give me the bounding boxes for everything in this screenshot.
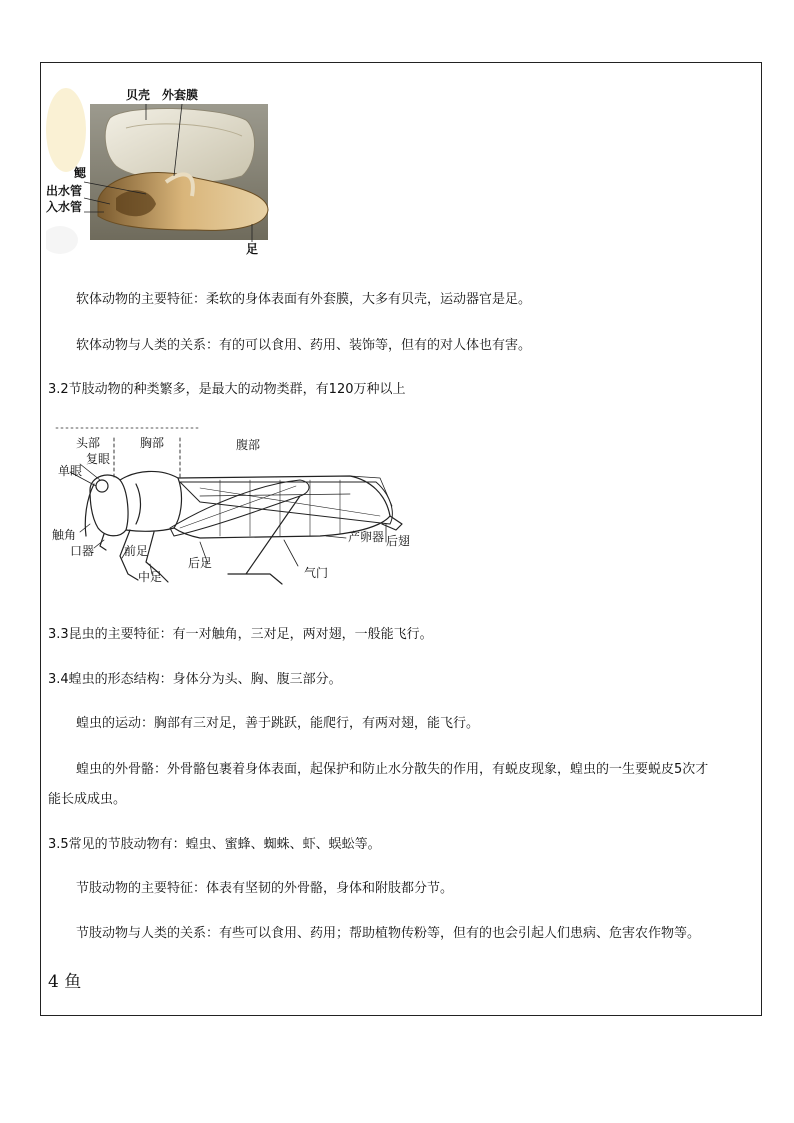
label-spiracle: 气门 [304, 566, 329, 580]
label-thorax: 胸部 [140, 436, 165, 450]
paragraph-locust-structure: 3.4蝗虫的形态结构：身体分为头、胸、腹三部分。 [48, 672, 342, 687]
paragraph-locust-exoskeleton-line1: 蝗虫的外骨骼：外骨骼包裹着身体表面，起保护和防止水分散失的作用，有蜕皮现象，蝗虫的一生要蜕皮5次才 [76, 762, 709, 777]
label-head: 头部 [76, 436, 101, 450]
label-foreleg: 前足 [124, 544, 149, 558]
paragraph-arthropod-humans: 节肢动物与人类的关系：有些可以食用、药用；帮助植物传粉等，但有的也会引起人们患病、危害农作物等。 [76, 926, 701, 941]
paragraph-locust-exoskeleton-line2: 能长成成虫。 [48, 792, 127, 807]
label-outlet-siphon: 出水管 [46, 184, 83, 198]
section-heading-fish: 4 鱼 [48, 972, 82, 992]
label-mouthparts: 口器 [70, 544, 95, 558]
paragraph-arthropod-features: 节肢动物的主要特征：体表有坚韧的外骨骼，身体和附肢都分节。 [76, 881, 454, 896]
label-midleg: 中足 [138, 570, 163, 584]
label-gill: 鳃 [74, 166, 87, 180]
paragraph-mollusc-features: 软体动物的主要特征：柔软的身体表面有外套膜，大多有贝壳，运动器官是足。 [76, 292, 532, 307]
label-foot: 足 [246, 242, 259, 256]
paragraph-locust-motion: 蝗虫的运动：胸部有三对足，善于跳跃，能爬行，有两对翅，能飞行。 [76, 716, 480, 731]
label-simple-eye: 单眼 [58, 464, 83, 478]
label-antenna: 触角 [52, 528, 77, 542]
paragraph-common-arthropods: 3.5常见的节肢动物有：蝗虫、蜜蜂、蜘蛛、虾、蜈蚣等。 [48, 837, 381, 852]
label-shell: 贝壳 [126, 88, 151, 102]
label-abdomen: 腹部 [236, 438, 261, 452]
locust-figure [50, 424, 420, 594]
label-ovipositor: 产卵器 [348, 530, 385, 544]
paragraph-mollusc-humans: 软体动物与人类的关系：有的可以食用、药用、装饰等，但有的对人体也有害。 [76, 338, 532, 353]
label-compound-eye: 复眼 [86, 452, 111, 466]
label-inlet-siphon: 入水管 [46, 200, 83, 214]
label-mantle: 外套膜 [162, 88, 199, 102]
paragraph-insect-features: 3.3昆虫的主要特征：有一对触角，三对足，两对翅，一般能飞行。 [48, 627, 433, 642]
mollusc-figure [46, 70, 286, 260]
label-hindwing: 后翅 [386, 534, 411, 548]
label-hindleg: 后足 [188, 556, 213, 570]
paragraph-arthropod-intro: 3.2节肢动物的种类繁多，是最大的动物类群，有120万种以上 [48, 382, 406, 397]
locust-illustration [50, 424, 420, 594]
